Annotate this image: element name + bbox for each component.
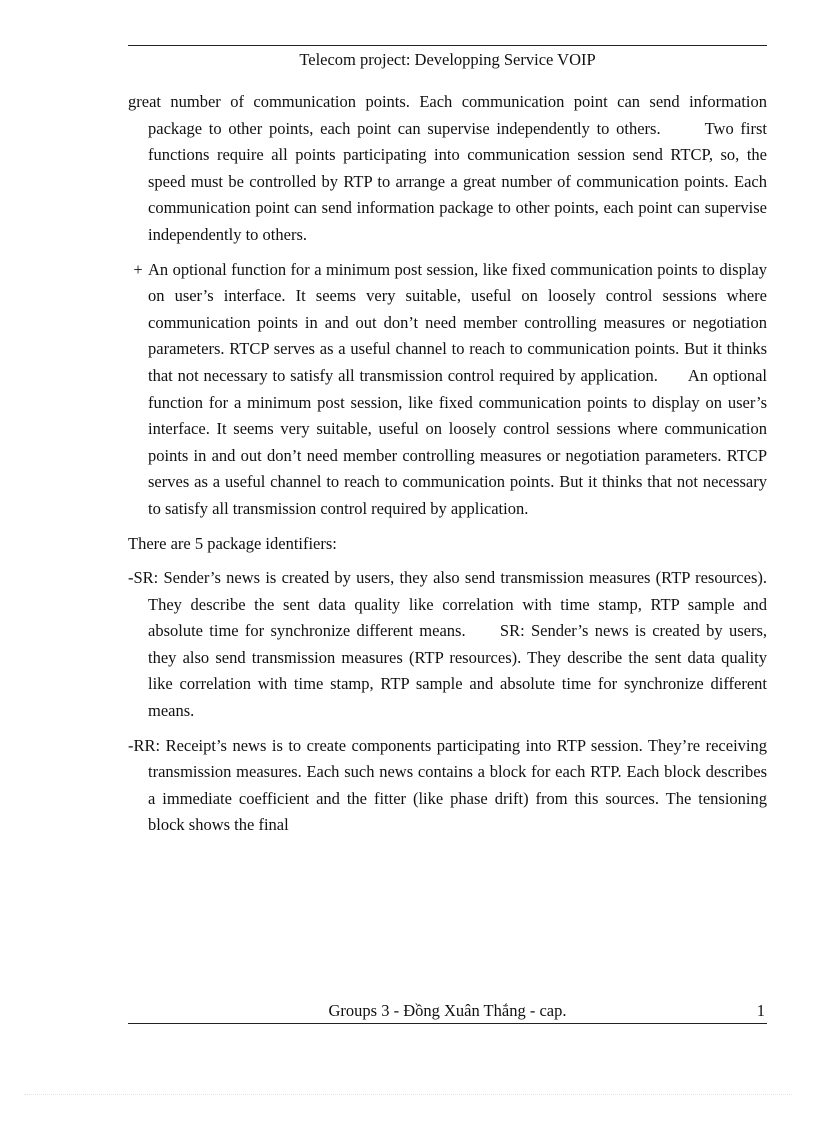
page-header: Telecom project: Developping Service VOIP (299, 50, 596, 69)
paragraph-text: great number of communication points. Each communication point can send information package to other points, each point can supervise independently to others. (128, 92, 767, 138)
footer-rule (128, 1023, 767, 1024)
page-edge-divider (24, 1094, 792, 1095)
paragraph-text: -SR: Sender’s news is created by users, they also send transmission measures (RTP resources). They describe the sent data quality like correlation with time stamp, RTP sample and absolute time for synchronize different means. (128, 568, 767, 641)
paragraph-text: An optional function for a minimum post session, like fixed communication points to display on user’s interface. It seems very suitable, useful on loosely control sessions where communication points in and out don’t need member controlling measures or negotiation parameters. RTCP serves as a useful channel to reach to communication points. But it thinks that not necessary to satisfy all transmission control required by application. (148, 365, 767, 518)
paragraph-text: An optional function for a minimum post session, like fixed communication points to display on user’s interface. It seems very suitable, useful on loosely control sessions where communication points in and out don’t need member controlling measures or negotiation parameters. RTCP serves as a useful channel to reach to communication points. But it thinks that not necessary to satisfy all transmission control required by application. (148, 259, 767, 385)
footer-text: Groups 3 - Đồng Xuân Thắng - cap. (328, 1001, 567, 1020)
header-rule (128, 45, 767, 46)
paragraph-text: SR: Sender’s news is created by users, they also send transmission measures (RTP resources). They describe the sent data quality like correlation with time stamp, RTP sample and absolute time for synchronize different means. (148, 621, 767, 721)
document-body (128, 89, 767, 847)
paragraph-receiver-report: -RR: Receipt’s news is to create components participating into RTP session. They’re receiving transmission measures. Each such news contains a block for each RTP. Each block describes a immediate coefficient and the fitter (like phase drift) from this sources. The tensioning block shows the final (128, 735, 767, 835)
paragraph-optional-function (128, 257, 767, 523)
plus-bullet: + (133, 259, 143, 279)
paragraph-sender-report (128, 565, 767, 725)
paragraph-communication-points (128, 89, 767, 249)
page-number: 1 (756, 1001, 765, 1020)
paragraph-package-identifiers: There are 5 package identifiers: (128, 533, 337, 553)
paragraph-text: Two first functions require all points participating into communication session send RTCP, so, the speed must be controlled by RTP to arrange a great number of communication points. Each communication point can send information package to other points, each point can supervise independently to others. (148, 118, 768, 244)
